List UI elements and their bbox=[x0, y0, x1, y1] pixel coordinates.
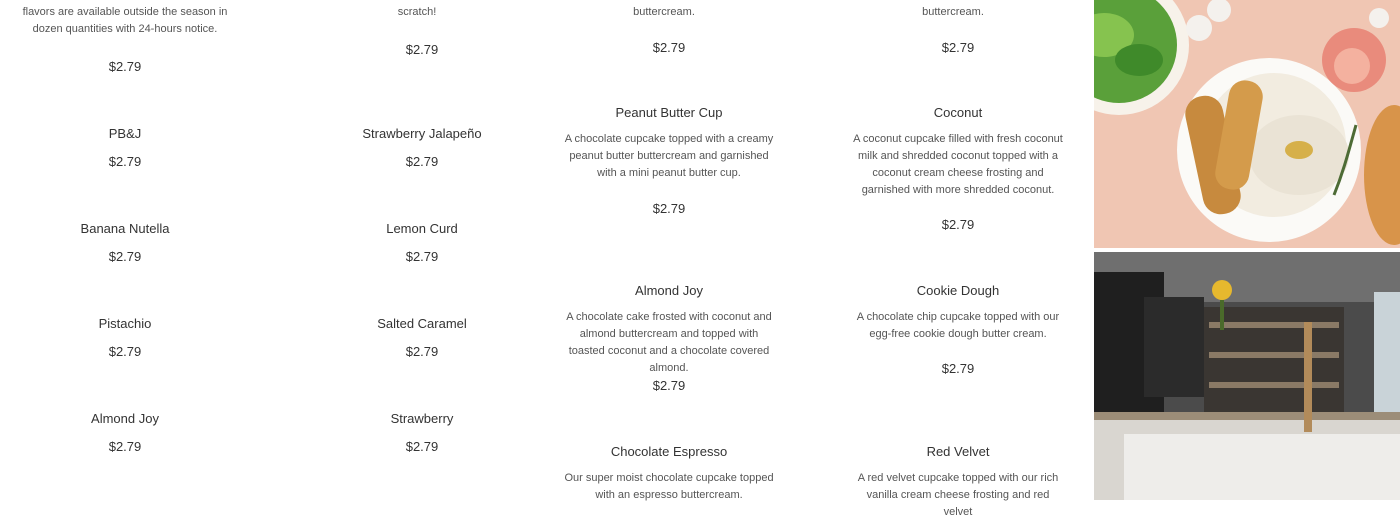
food-photo bbox=[1094, 0, 1400, 248]
item-description: A red velvet cupcake topped with our rich vanilla cream cheese frosting and red velvet bbox=[857, 472, 1059, 518]
item-description: A chocolate chip cupcake topped with our egg-free cookie dough butter cream. bbox=[856, 311, 1060, 340]
item-name: Red Velvet bbox=[926, 444, 990, 459]
menu-item-peanut-butter-cup bbox=[559, 105, 779, 182]
item-description: A chocolate cake frosted with coconut and almond buttercream and topped with toasted coconut and a chocolate covered almond. bbox=[566, 311, 772, 374]
item-description: buttercream. bbox=[633, 6, 695, 18]
item-name: Lemon Curd bbox=[386, 221, 458, 236]
item-name: Strawberry bbox=[390, 411, 454, 426]
menu-item-cookie-dough bbox=[848, 283, 1068, 343]
item-description: A coconut cupcake filled with fresh coconut milk and shredded coconut topped with a coconut cream cheese frosting and garnished with more shredded coconut. bbox=[853, 133, 1063, 196]
item-price: $2.79 bbox=[652, 40, 686, 55]
menu-item-red-velvet bbox=[848, 444, 1068, 521]
item-name: Banana Nutella bbox=[80, 221, 170, 236]
item-price: $2.79 bbox=[108, 249, 142, 264]
item-description bbox=[20, 4, 230, 38]
item-description: A chocolate cupcake topped with a creamy peanut butter buttercream and garnished with a mini peanut butter cup. bbox=[564, 133, 774, 179]
item-name: Almond Joy bbox=[91, 411, 159, 426]
item-price: $2.79 bbox=[941, 217, 975, 232]
item-description: scratch! bbox=[397, 6, 437, 18]
food-photo-illustration bbox=[1094, 0, 1400, 248]
item-price: $2.79 bbox=[108, 154, 142, 169]
item-price: $2.79 bbox=[941, 361, 975, 376]
item-description: buttercream. bbox=[922, 6, 984, 18]
item-price: $2.79 bbox=[652, 201, 686, 216]
item-name: Coconut bbox=[933, 105, 983, 120]
item-price: $2.79 bbox=[405, 344, 439, 359]
menu-item-coconut bbox=[848, 105, 1068, 199]
item-price: $2.79 bbox=[405, 249, 439, 264]
menu-item-chocolate-espresso bbox=[559, 444, 779, 504]
item-name: Salted Caramel bbox=[377, 316, 467, 331]
item-name: PB&J bbox=[108, 126, 142, 141]
item-price: $2.79 bbox=[108, 439, 142, 454]
item-name: Almond Joy bbox=[635, 283, 703, 298]
item-price: $2.79 bbox=[405, 154, 439, 169]
shop-interior-photo bbox=[1094, 252, 1400, 500]
item-price: $2.79 bbox=[108, 344, 142, 359]
item-name: Chocolate Espresso bbox=[610, 444, 728, 459]
item-price: $2.79 bbox=[652, 378, 686, 393]
item-price: $2.79 bbox=[941, 40, 975, 55]
menu-item-almond-joy bbox=[559, 283, 779, 377]
item-price: $2.79 bbox=[405, 42, 439, 57]
menu-item-intro-col1 bbox=[15, 4, 235, 38]
item-name: Pistachio bbox=[98, 316, 152, 331]
shop-interior-illustration bbox=[1094, 252, 1400, 500]
description-line: dozen quantities with 24-hours notice. bbox=[32, 23, 218, 35]
item-price: $2.79 bbox=[108, 59, 142, 74]
description-line: flavors are available outside the season in bbox=[22, 6, 228, 18]
item-description: Our super moist chocolate cupcake topped with an espresso buttercream. bbox=[564, 472, 774, 501]
item-name: Peanut Butter Cup bbox=[615, 105, 723, 120]
item-name: Cookie Dough bbox=[916, 283, 1000, 298]
item-price: $2.79 bbox=[405, 439, 439, 454]
item-name: Strawberry Jalapeño bbox=[362, 126, 482, 141]
